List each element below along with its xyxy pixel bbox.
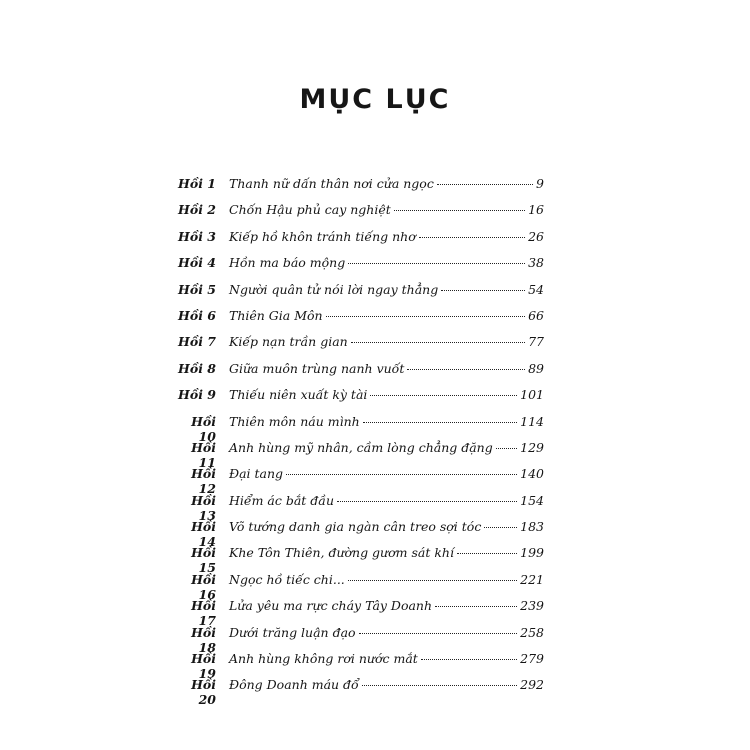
chapter-number: Hồi 1 <box>178 176 216 191</box>
toc-entry <box>176 571 544 602</box>
toc-entry <box>176 361 544 387</box>
chapter-title: Võ tướng danh gia ngàn cân treo sợi tóc <box>229 519 482 535</box>
chapter-title: Anh hùng mỹ nhân, cầm lòng chẳng đặng <box>229 439 493 455</box>
dot-leader <box>370 395 517 396</box>
toc-entry <box>176 176 544 202</box>
page-number: 38 <box>528 255 544 271</box>
chapter-number: Hồi 9 <box>178 387 216 403</box>
dot-leader <box>326 316 526 317</box>
toc-entry <box>176 387 544 413</box>
toc-entry <box>176 229 544 255</box>
dot-leader <box>419 237 525 238</box>
toc-entry <box>176 282 544 308</box>
toc-entry <box>176 492 544 523</box>
chapter-number: Hồi 20 <box>191 677 216 708</box>
dot-leader <box>394 210 525 211</box>
page-number: 54 <box>528 281 544 297</box>
chapter-title: Đông Doanh máu đổ <box>229 677 359 693</box>
chapter-title: Thiên Gia Môn <box>229 307 323 323</box>
chapter-title: Hồn ma báo mộng <box>229 255 346 271</box>
page-number: 221 <box>520 571 544 587</box>
chapter-number: Hồi 5 <box>178 281 216 297</box>
chapter-number: Hồi 13 <box>191 492 216 523</box>
chapter-title: Dưới trăng luận đạo <box>229 624 356 640</box>
chapter-title: Kiếp nạn trần gian <box>229 334 348 350</box>
dot-leader <box>362 685 517 686</box>
chapter-title: Người quân tử nói lời ngay thẳng <box>229 281 439 297</box>
chapter-number: Hồi 16 <box>191 571 216 602</box>
toc-entry <box>176 413 544 444</box>
page-number: 199 <box>520 545 544 561</box>
dot-leader <box>348 580 517 581</box>
dot-leader <box>484 527 517 528</box>
page-number: 279 <box>520 651 544 667</box>
chapter-title: Thiên môn náu mình <box>229 413 360 429</box>
page-number: 101 <box>520 387 544 403</box>
toc-entry <box>176 519 544 550</box>
toc-entry <box>176 334 544 360</box>
toc-entry <box>176 202 544 228</box>
table-of-contents <box>176 176 544 708</box>
page-number: 129 <box>520 439 544 455</box>
dot-leader <box>457 553 517 554</box>
page-number: 140 <box>520 466 544 482</box>
chapter-number: Hồi 7 <box>178 334 216 350</box>
chapter-number: Hồi 12 <box>191 466 216 497</box>
chapter-title: Thiếu niên xuất kỳ tài <box>229 387 368 403</box>
page-number: 258 <box>520 624 544 640</box>
page-number: 183 <box>520 519 544 535</box>
chapter-number: Hồi 4 <box>178 255 216 271</box>
chapter-number: Hồi 6 <box>178 307 216 323</box>
dot-leader <box>359 633 518 634</box>
chapter-number: Hồi 8 <box>178 360 216 376</box>
chapter-number: Hồi 19 <box>191 651 216 682</box>
toc-entry <box>176 545 544 576</box>
page-number: 16 <box>528 202 544 218</box>
toc-entry <box>176 598 544 629</box>
chapter-title: Hiểm ác bắt đầu <box>229 492 335 508</box>
chapter-title: Anh hùng không rơi nước mắt <box>229 651 418 667</box>
chapter-number: Hồi 10 <box>191 413 216 444</box>
chapter-title: Đại tang <box>229 466 284 482</box>
page-number: 66 <box>528 307 544 323</box>
page-number: 154 <box>520 492 544 508</box>
toc-entry <box>176 466 544 497</box>
dot-leader <box>421 659 517 660</box>
chapter-title: Giữa muôn trùng nanh vuốt <box>229 360 405 376</box>
toc-entry <box>176 439 544 470</box>
page-number: 239 <box>520 598 544 614</box>
dot-leader <box>286 474 517 475</box>
toc-entry <box>176 624 544 655</box>
chapter-title: Ngọc hồ tiếc chi... <box>229 571 345 587</box>
page-number: 9 <box>536 176 544 191</box>
dot-leader <box>441 290 525 291</box>
page-title: MỤC LỤC <box>299 84 451 115</box>
dot-leader <box>407 369 525 370</box>
chapter-number: Hồi 2 <box>178 202 216 218</box>
toc-entry <box>176 255 544 281</box>
chapter-title: Khe Tôn Thiên, đường gươm sát khí <box>229 545 454 561</box>
chapter-number: Hồi 3 <box>178 228 216 244</box>
chapter-title: Thanh nữ dấn thân nơi cửa ngọc <box>229 176 434 191</box>
dot-leader <box>351 342 525 343</box>
toc-entry <box>176 677 544 708</box>
page-number: 77 <box>528 334 544 350</box>
toc-entry <box>176 651 544 682</box>
chapter-title: Chốn Hậu phủ cay nghiệt <box>229 202 391 218</box>
dot-leader <box>435 606 517 607</box>
page-number: 89 <box>528 360 544 376</box>
chapter-title: Lửa yêu ma rực cháy Tây Doanh <box>229 598 433 614</box>
page-number: 114 <box>520 413 544 429</box>
dot-leader <box>496 448 517 449</box>
dot-leader <box>437 184 533 185</box>
dot-leader <box>348 263 525 264</box>
dot-leader <box>363 422 517 423</box>
page-number: 292 <box>520 677 544 693</box>
chapter-number: Hồi 11 <box>191 439 216 470</box>
chapter-number: Hồi 17 <box>191 598 216 629</box>
toc-entry <box>176 308 544 334</box>
dot-leader <box>337 501 517 502</box>
chapter-title: Kiếp hồ khôn tránh tiếng nhơ <box>229 228 416 244</box>
chapter-number: Hồi 15 <box>191 545 216 576</box>
page-number: 26 <box>528 228 544 244</box>
chapter-number: Hồi 14 <box>191 519 216 550</box>
chapter-number: Hồi 18 <box>191 624 216 655</box>
